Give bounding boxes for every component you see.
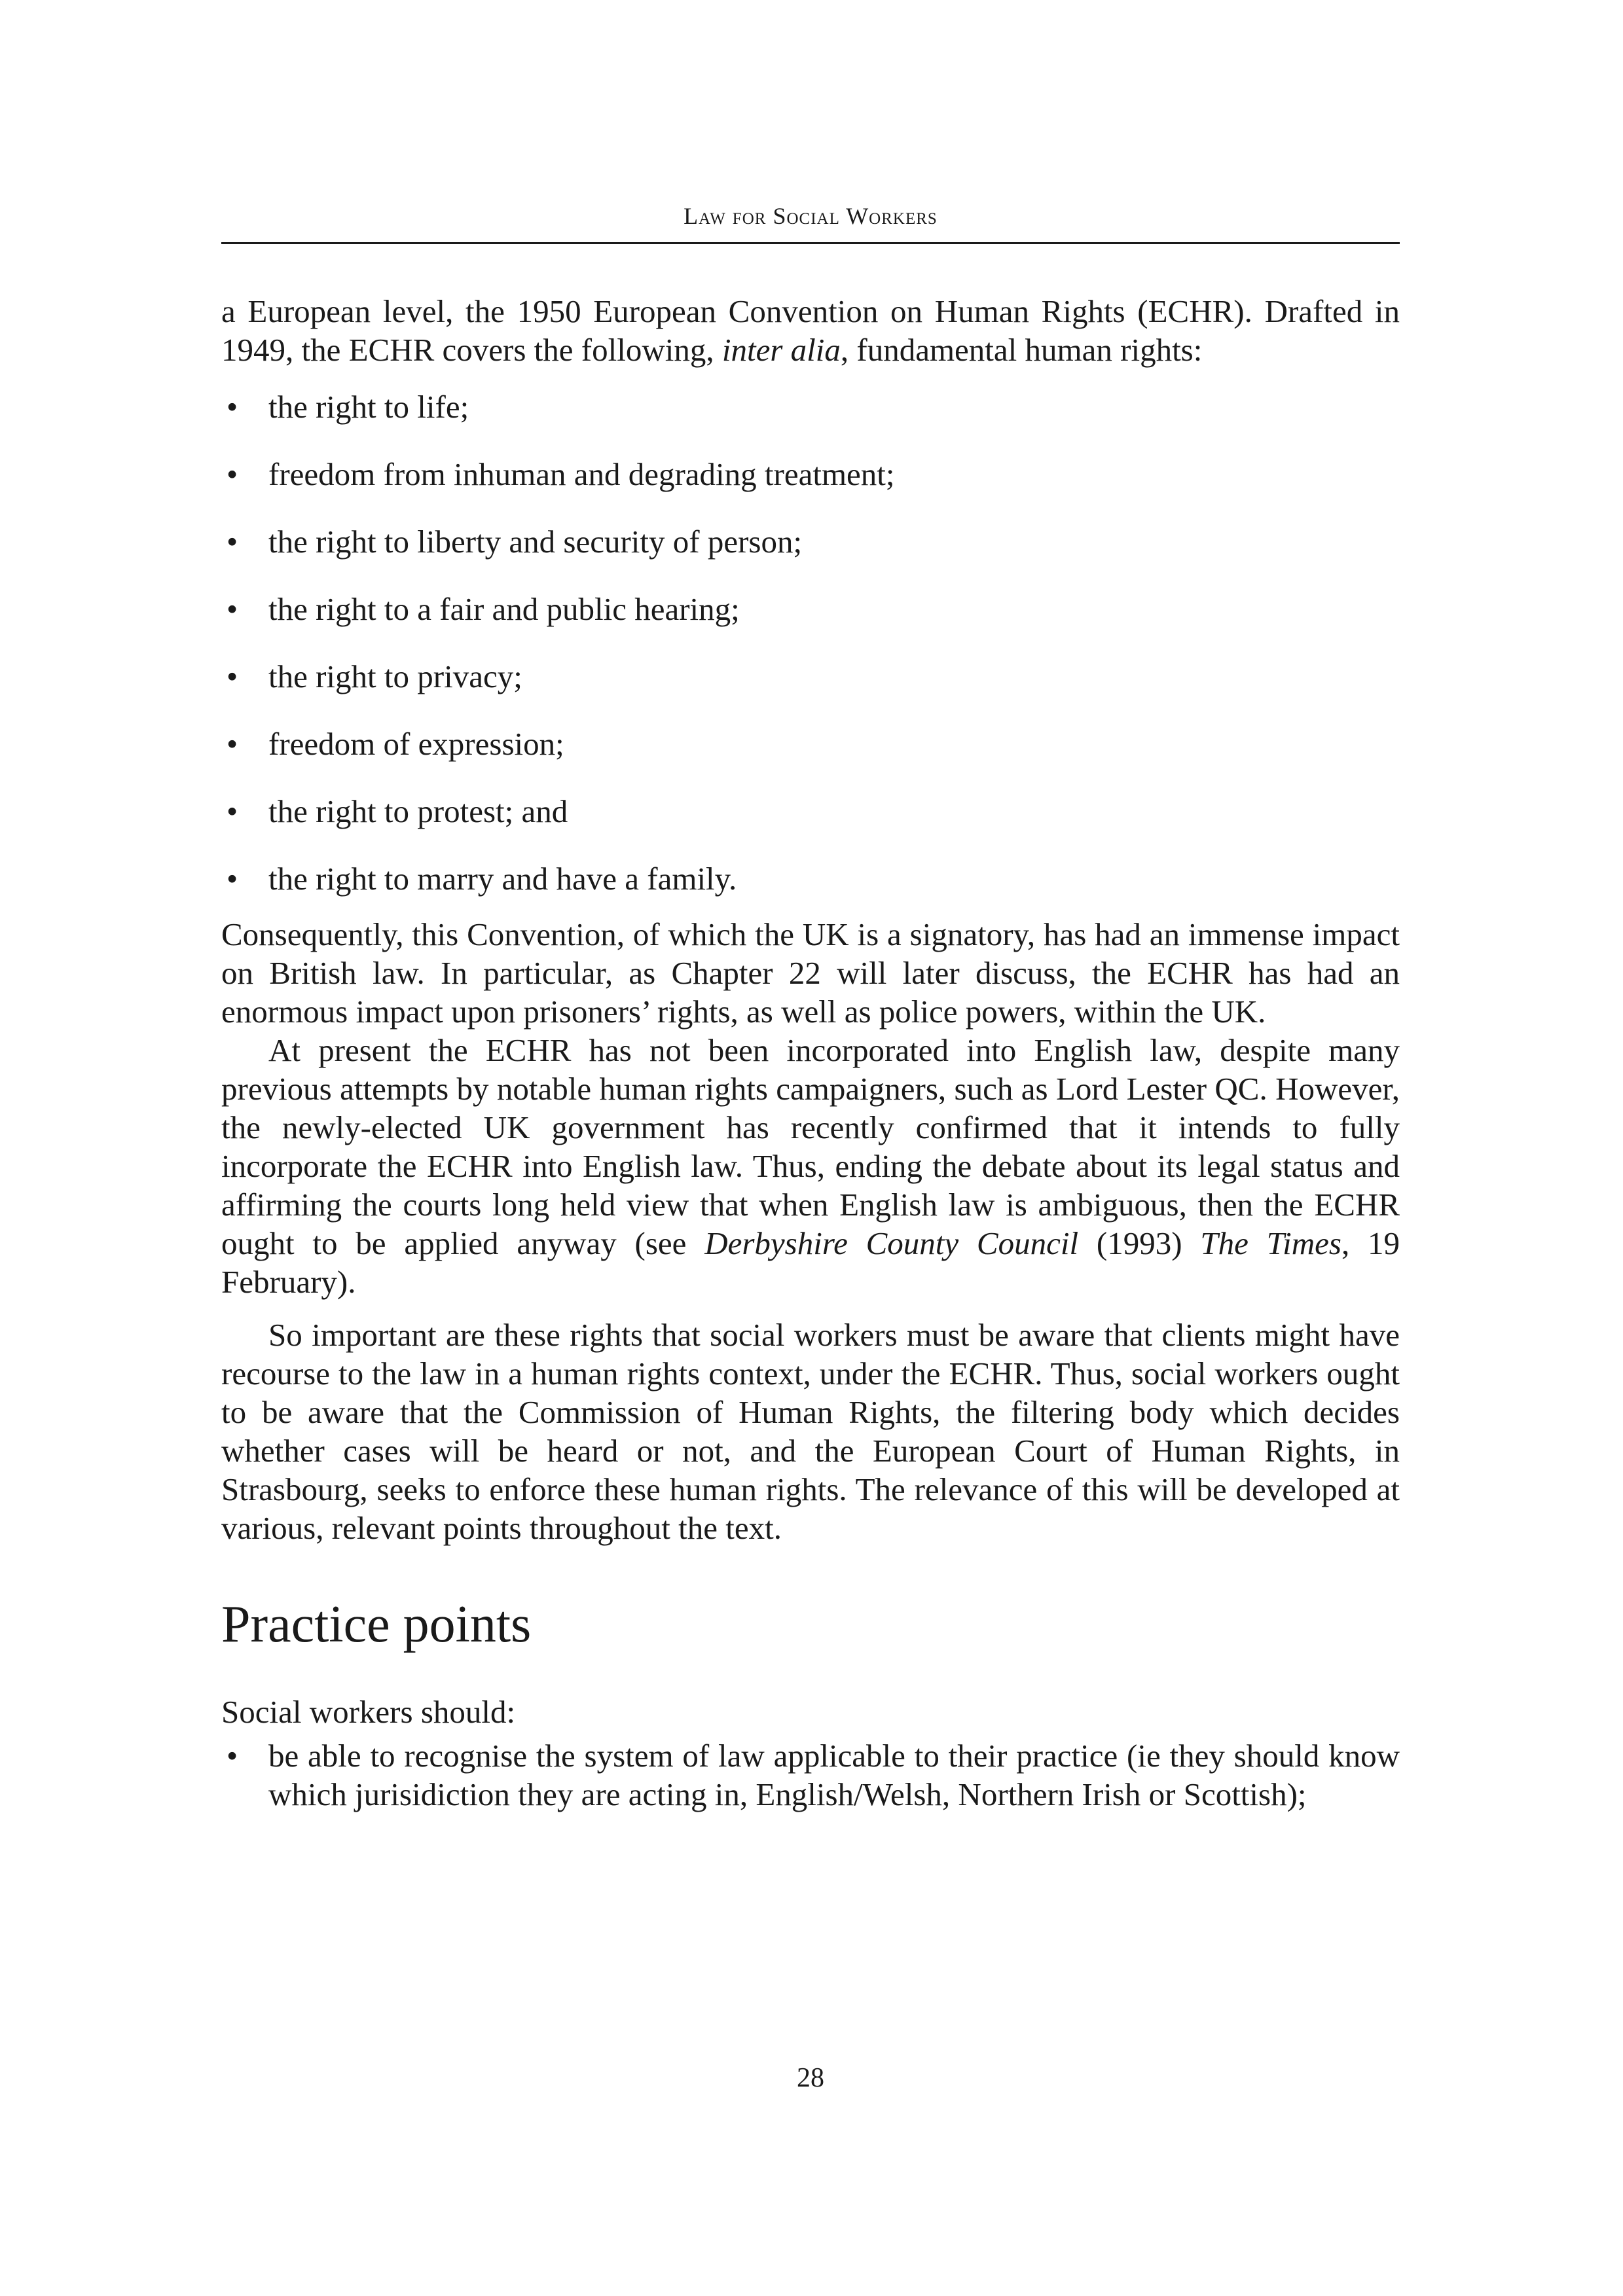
list-item [221, 387, 1400, 426]
bullet-icon: • [227, 1738, 238, 1774]
header-rule [221, 242, 1400, 244]
bullet-icon: • [227, 456, 238, 492]
paragraph-text: At present the ECHR has not been incorporated into English law, despite many previous attempts by notable human rights campaigners, such as Lord Lester QC. However, the newly-elected UK government has recently confirmed that it intends to fully incorporate the ECHR into English law. Thus, ending the debate about its legal status and affirming the courts long held view that when English law is ambiguous, then the ECHR ought to be applied anyway (see [221, 1032, 1400, 1261]
bullet-icon: • [227, 861, 238, 897]
section-heading: Practice points [221, 1596, 532, 1653]
practice-lead: Social workers should: [221, 1694, 516, 1730]
list-item-text: the right to privacy; [268, 658, 522, 694]
bullet-icon: • [227, 389, 238, 425]
paragraph-consequently: Consequently, this Convention, of which the UK is a signatory, has had an immense impact on British law. In particular, as Chapter 22 will later discuss, the ECHR has had an enormous impact upon prisoners’ rights, as well as police powers, within the UK. [221, 916, 1400, 1030]
list-item [221, 657, 1400, 696]
practice-points-list [221, 1736, 1400, 1814]
intro-text-1: a European level, the 1950 European Convention on Human Rights (ECHR). Drafted in 1949, the ECHR covers the following, [221, 293, 1400, 368]
list-item-text: be able to recognise the system of law applicable to their practice (ie they should know which jurisidiction they are acting in, English/Welsh, Northern Irish or Scottish); [268, 1738, 1400, 1812]
list-item-text: freedom of expression; [268, 726, 564, 762]
report-date: , 19 February). [221, 1225, 1400, 1300]
running-head: Law for Social Workers [684, 203, 938, 229]
intro-text-2: , fundamental human rights: [840, 332, 1203, 368]
bullet-icon: • [227, 524, 238, 560]
law-report-name: The Times [1200, 1225, 1341, 1261]
list-item [221, 792, 1400, 831]
list-item-text: the right to life; [268, 389, 469, 425]
list-item [221, 522, 1400, 561]
book-page [221, 0, 1400, 2296]
bullet-icon: • [227, 726, 238, 762]
paragraph-at-present [221, 1031, 1400, 1301]
list-item [221, 725, 1400, 763]
rights-list [221, 387, 1400, 898]
bullet-icon: • [227, 591, 238, 627]
case-name: Derbyshire County Council [704, 1225, 1079, 1261]
bullet-icon: • [227, 658, 238, 694]
body-text [221, 292, 1400, 1831]
page-number: 28 [797, 2063, 824, 2093]
intro-latin-phrase: inter alia [721, 332, 841, 368]
list-item-text: freedom from inhuman and degrading treatment; [268, 456, 895, 492]
bullet-icon: • [227, 793, 238, 829]
list-item-text: the right to protest; and [268, 793, 568, 829]
list-item [221, 590, 1400, 628]
list-item-text: the right to a fair and public hearing; [268, 591, 740, 627]
list-item-text: the right to marry and have a family. [268, 861, 737, 897]
list-item [221, 455, 1400, 493]
case-year: (1993) [1078, 1225, 1201, 1261]
paragraph-so-important: So important are these rights that social workers must be aware that clients might have recourse to the law in a human rights context, under the ECHR. Thus, social workers ought to be aware that the Commission of Human Rights, the filtering body which decides whether cases will be heard or not, and the European Court of Human Rights, in Strasbourg, seeks to enforce these human rights. The relevance of this will be developed at various, relevant points throughout the text. [221, 1317, 1400, 1546]
list-item [221, 859, 1400, 898]
intro-paragraph [221, 292, 1400, 369]
list-item-text: the right to liberty and security of person; [268, 524, 803, 560]
list-item [221, 1736, 1400, 1814]
